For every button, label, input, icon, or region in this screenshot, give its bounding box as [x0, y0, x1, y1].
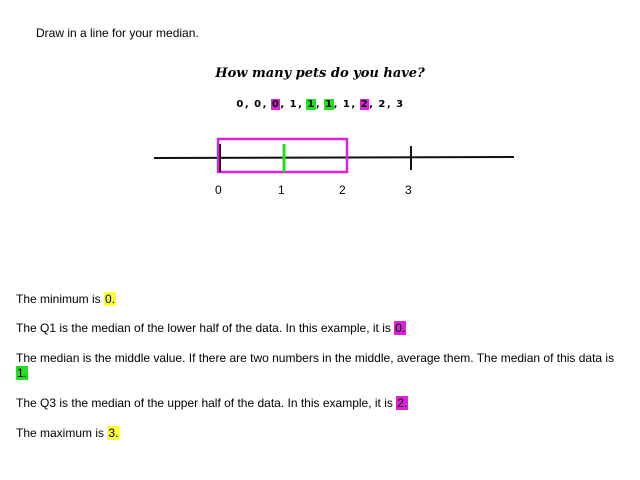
data-value: 0	[254, 99, 262, 110]
data-value: 2	[378, 99, 386, 110]
q1-paragraph	[16, 321, 626, 336]
data-value: 1	[289, 99, 298, 110]
tick-label: 3	[405, 183, 412, 197]
data-value: 2	[360, 99, 369, 110]
box-plot	[150, 132, 530, 202]
data-value: 1	[307, 99, 315, 110]
maximum-value: 3.	[108, 426, 119, 440]
chart-title: How many pets do you have?	[215, 66, 425, 81]
q3-value: 2.	[397, 396, 408, 410]
median-paragraph	[16, 351, 626, 381]
number-line	[154, 157, 514, 158]
maximum-text: The maximum is	[16, 426, 108, 440]
q3-text: The Q3 is the median of the upper half of the data. In this example, it is	[16, 396, 397, 410]
data-list: 0, 0, 0, 1, 1, 1, 1, 2, 2, 3	[236, 99, 404, 110]
minimum-paragraph	[16, 292, 626, 307]
data-value: 1	[325, 99, 333, 110]
tick-labels	[215, 183, 412, 197]
tick-label: 2	[339, 183, 346, 197]
tick-label: 0	[215, 183, 222, 197]
instruction-text: Draw in a line for your median.	[36, 26, 199, 40]
data-value: 0	[271, 99, 280, 110]
minimum-text: The minimum is	[16, 292, 105, 306]
minimum-value: 0.	[105, 292, 116, 306]
q3-paragraph	[16, 396, 626, 411]
data-value: 3	[396, 99, 404, 110]
data-value: 0	[236, 99, 244, 110]
q1-text: The Q1 is the median of the lower half of the data. In this example, it is	[16, 321, 395, 335]
data-value: 1	[342, 99, 351, 110]
q1-value: 0.	[395, 321, 406, 335]
median-text: The median is the middle value. If there are two numbers in the middle, average them. The median of this data is	[16, 351, 615, 365]
tick-label: 1	[278, 183, 285, 197]
maximum-paragraph	[16, 426, 626, 441]
median-value: 1.	[17, 366, 28, 380]
